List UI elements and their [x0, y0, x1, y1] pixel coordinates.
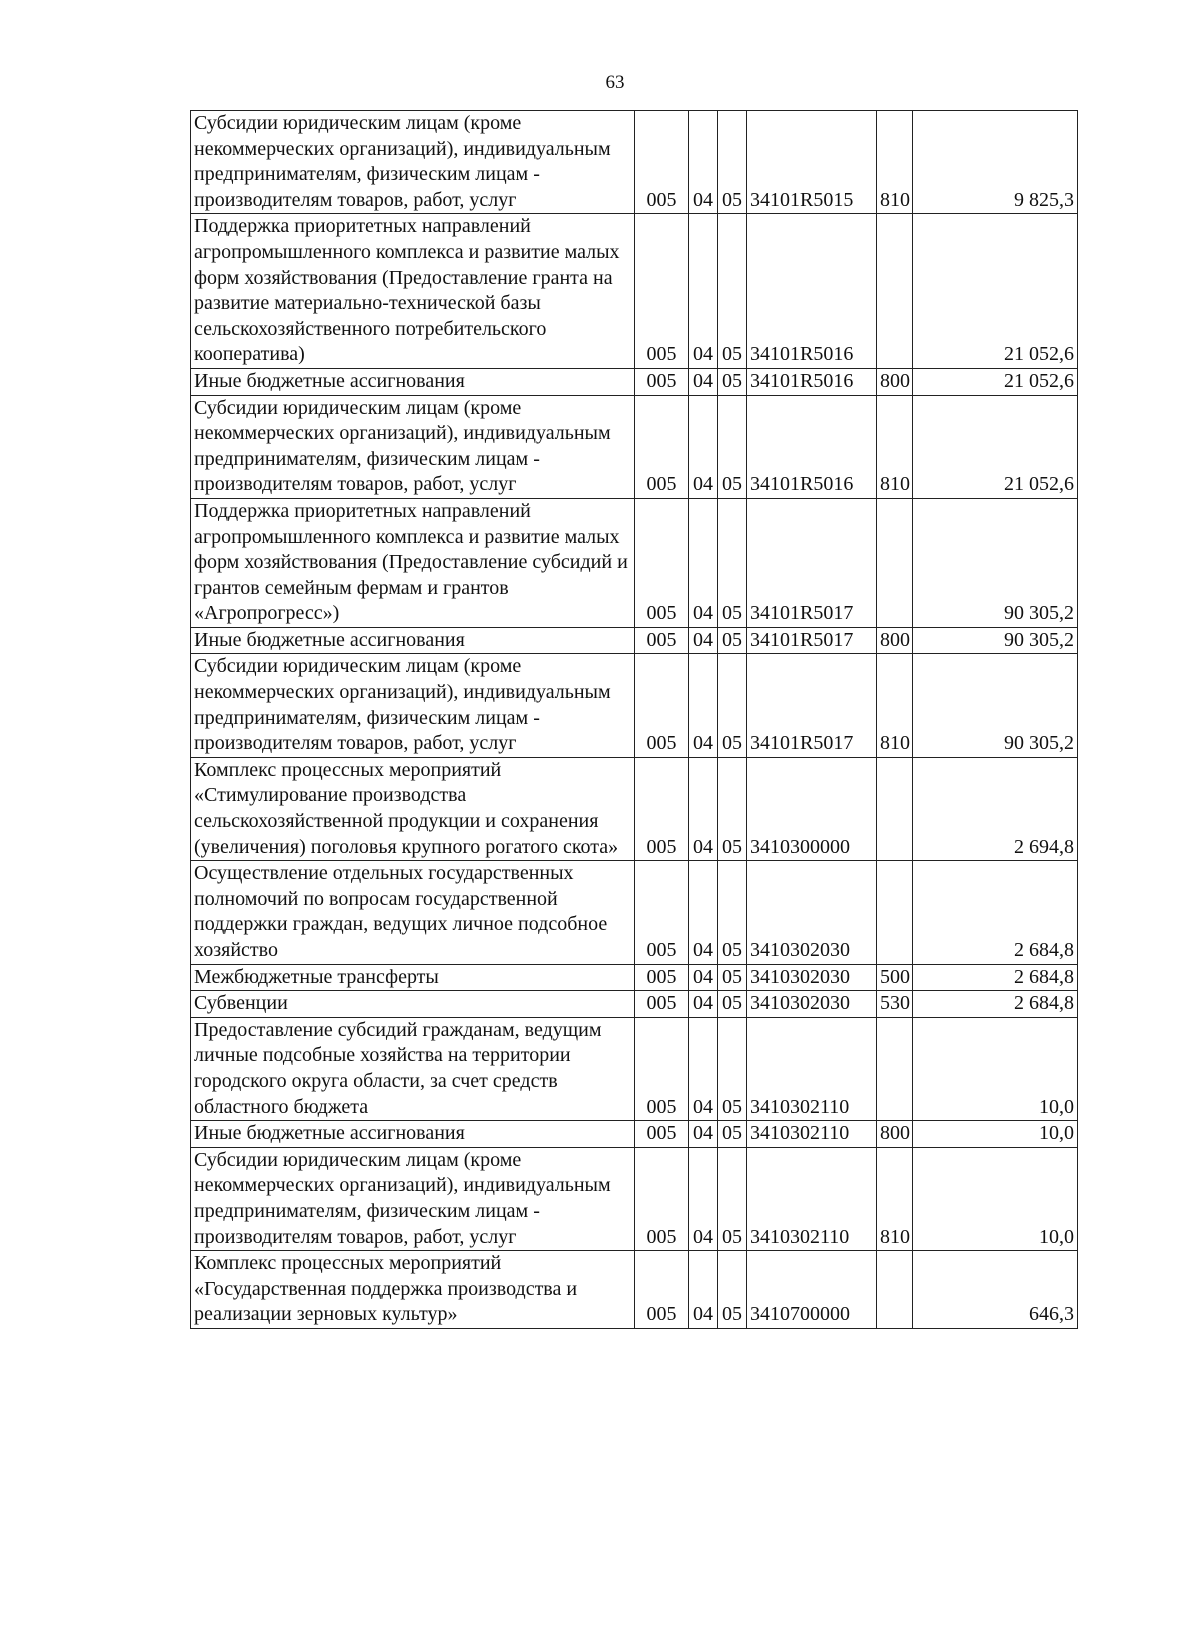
row-expense-type-cell: 810: [877, 395, 913, 498]
row-expense-type-cell: 500: [877, 964, 913, 991]
row-name-cell: Субсидии юридическим лицам (кроме некоммерческих организаций), индивидуальным предпринимателям, физическим лицам - производителям товаров, работ, услуг: [191, 1147, 635, 1250]
row-subsection-cell: 05: [718, 111, 747, 214]
row-amount-cell: 2 684,8: [913, 861, 1078, 964]
row-name-cell: Осуществление отдельных государственных полномочий по вопросам государственной поддержки граждан, ведущих личное подсобное хозяйство: [191, 861, 635, 964]
row-subsection-cell: 05: [718, 861, 747, 964]
table-row: [191, 368, 1078, 395]
row-amount-cell: 10,0: [913, 1121, 1078, 1148]
row-grbs-cell: 005: [635, 111, 689, 214]
row-subsection-cell: 05: [718, 757, 747, 860]
row-grbs-cell: 005: [635, 214, 689, 369]
row-section-cell: 04: [689, 627, 718, 654]
row-section-cell: 04: [689, 395, 718, 498]
row-name-cell: Иные бюджетные ассигнования: [191, 1121, 635, 1148]
row-subsection-cell: 05: [718, 964, 747, 991]
row-expense-type-cell: [877, 757, 913, 860]
row-section-cell: 04: [689, 214, 718, 369]
table-row: [191, 498, 1078, 627]
row-section-cell: 04: [689, 991, 718, 1018]
table-row: [191, 627, 1078, 654]
row-subsection-cell: 05: [718, 1121, 747, 1148]
row-amount-cell: 10,0: [913, 1147, 1078, 1250]
table-row: [191, 991, 1078, 1018]
row-amount-cell: 90 305,2: [913, 498, 1078, 627]
row-amount-cell: 21 052,6: [913, 368, 1078, 395]
row-amount-cell: 2 684,8: [913, 991, 1078, 1018]
row-amount-cell: 90 305,2: [913, 654, 1078, 757]
row-target-article-cell: 3410300000: [747, 757, 877, 860]
row-amount-cell: 10,0: [913, 1017, 1078, 1120]
table-row: [191, 1147, 1078, 1250]
row-target-article-cell: 3410302030: [747, 861, 877, 964]
row-grbs-cell: 005: [635, 654, 689, 757]
budget-table-body: [191, 111, 1078, 1329]
table-row: [191, 1251, 1078, 1329]
row-name-cell: Иные бюджетные ассигнования: [191, 627, 635, 654]
row-grbs-cell: 005: [635, 1147, 689, 1250]
row-target-article-cell: 34101R5015: [747, 111, 877, 214]
row-amount-cell: 21 052,6: [913, 214, 1078, 369]
row-name-cell: Субсидии юридическим лицам (кроме некоммерческих организаций), индивидуальным предпринимателям, физическим лицам - производителям товаров, работ, услуг: [191, 395, 635, 498]
budget-table: [190, 110, 1078, 1329]
table-row: [191, 964, 1078, 991]
row-target-article-cell: 3410700000: [747, 1251, 877, 1329]
row-name-cell: Субсидии юридическим лицам (кроме некоммерческих организаций), индивидуальным предпринимателям, физическим лицам - производителям товаров, работ, услуг: [191, 111, 635, 214]
row-grbs-cell: 005: [635, 1251, 689, 1329]
row-grbs-cell: 005: [635, 395, 689, 498]
row-expense-type-cell: 800: [877, 368, 913, 395]
row-expense-type-cell: [877, 1017, 913, 1120]
row-grbs-cell: 005: [635, 498, 689, 627]
page-number: 63: [605, 72, 625, 93]
table-row: [191, 395, 1078, 498]
row-amount-cell: 90 305,2: [913, 627, 1078, 654]
table-row: [191, 1017, 1078, 1120]
table-row: [191, 861, 1078, 964]
row-target-article-cell: 34101R5016: [747, 395, 877, 498]
row-expense-type-cell: 810: [877, 1147, 913, 1250]
row-subsection-cell: 05: [718, 368, 747, 395]
row-section-cell: 04: [689, 368, 718, 395]
row-target-article-cell: 3410302110: [747, 1147, 877, 1250]
row-target-article-cell: 34101R5017: [747, 498, 877, 627]
row-name-cell: Поддержка приоритетных направлений агропромышленного комплекса и развитие малых форм хозяйствования (Предоставление гранта на развитие материально-технической базы сельскохозяйственного потребительского кооператива): [191, 214, 635, 369]
table-row: [191, 111, 1078, 214]
row-section-cell: 04: [689, 1251, 718, 1329]
row-target-article-cell: 3410302110: [747, 1017, 877, 1120]
row-name-cell: Иные бюджетные ассигнования: [191, 368, 635, 395]
row-name-cell: Субсидии юридическим лицам (кроме некоммерческих организаций), индивидуальным предпринимателям, физическим лицам - производителям товаров, работ, услуг: [191, 654, 635, 757]
row-name-cell: Комплекс процессных мероприятий «Государственная поддержка производства и реализации зерновых культур»: [191, 1251, 635, 1329]
row-target-article-cell: 34101R5017: [747, 627, 877, 654]
row-section-cell: 04: [689, 861, 718, 964]
table-row: [191, 214, 1078, 369]
row-section-cell: 04: [689, 654, 718, 757]
table-row: [191, 654, 1078, 757]
row-expense-type-cell: 800: [877, 627, 913, 654]
row-name-cell: Межбюджетные трансферты: [191, 964, 635, 991]
row-subsection-cell: 05: [718, 654, 747, 757]
row-subsection-cell: 05: [718, 627, 747, 654]
row-grbs-cell: 005: [635, 1017, 689, 1120]
row-name-cell: Предоставление субсидий гражданам, ведущим личные подсобные хозяйства на территории городского округа области, за счет средств областного бюджета: [191, 1017, 635, 1120]
row-amount-cell: 646,3: [913, 1251, 1078, 1329]
row-target-article-cell: 3410302030: [747, 991, 877, 1018]
row-grbs-cell: 005: [635, 861, 689, 964]
row-grbs-cell: 005: [635, 964, 689, 991]
row-expense-type-cell: [877, 214, 913, 369]
table-row: [191, 757, 1078, 860]
row-amount-cell: 21 052,6: [913, 395, 1078, 498]
row-subsection-cell: 05: [718, 1017, 747, 1120]
row-name-cell: Субвенции: [191, 991, 635, 1018]
row-amount-cell: 2 684,8: [913, 964, 1078, 991]
row-grbs-cell: 005: [635, 627, 689, 654]
row-expense-type-cell: [877, 1251, 913, 1329]
row-section-cell: 04: [689, 1147, 718, 1250]
row-target-article-cell: 3410302110: [747, 1121, 877, 1148]
row-target-article-cell: 34101R5017: [747, 654, 877, 757]
row-subsection-cell: 05: [718, 1251, 747, 1329]
row-subsection-cell: 05: [718, 991, 747, 1018]
table-row: [191, 1121, 1078, 1148]
row-target-article-cell: 34101R5016: [747, 368, 877, 395]
row-target-article-cell: 3410302030: [747, 964, 877, 991]
row-section-cell: 04: [689, 964, 718, 991]
row-amount-cell: 2 694,8: [913, 757, 1078, 860]
row-name-cell: Поддержка приоритетных направлений агропромышленного комплекса и развитие малых форм хозяйствования (Предоставление субсидий и грантов семейным фермам и грантов «Агропрогресс»): [191, 498, 635, 627]
row-expense-type-cell: 810: [877, 111, 913, 214]
row-amount-cell: 9 825,3: [913, 111, 1078, 214]
row-name-cell: Комплекс процессных мероприятий «Стимулирование производства сельскохозяйственной продукции и сохранения (увеличения) поголовья крупного рогатого скота»: [191, 757, 635, 860]
row-expense-type-cell: 530: [877, 991, 913, 1018]
row-grbs-cell: 005: [635, 991, 689, 1018]
row-expense-type-cell: 800: [877, 1121, 913, 1148]
row-section-cell: 04: [689, 498, 718, 627]
row-expense-type-cell: [877, 498, 913, 627]
row-target-article-cell: 34101R5016: [747, 214, 877, 369]
row-section-cell: 04: [689, 757, 718, 860]
row-grbs-cell: 005: [635, 368, 689, 395]
row-section-cell: 04: [689, 1017, 718, 1120]
row-section-cell: 04: [689, 111, 718, 214]
row-subsection-cell: 05: [718, 1147, 747, 1250]
row-expense-type-cell: [877, 861, 913, 964]
row-expense-type-cell: 810: [877, 654, 913, 757]
row-grbs-cell: 005: [635, 757, 689, 860]
row-section-cell: 04: [689, 1121, 718, 1148]
row-subsection-cell: 05: [718, 214, 747, 369]
row-grbs-cell: 005: [635, 1121, 689, 1148]
row-subsection-cell: 05: [718, 498, 747, 627]
row-subsection-cell: 05: [718, 395, 747, 498]
